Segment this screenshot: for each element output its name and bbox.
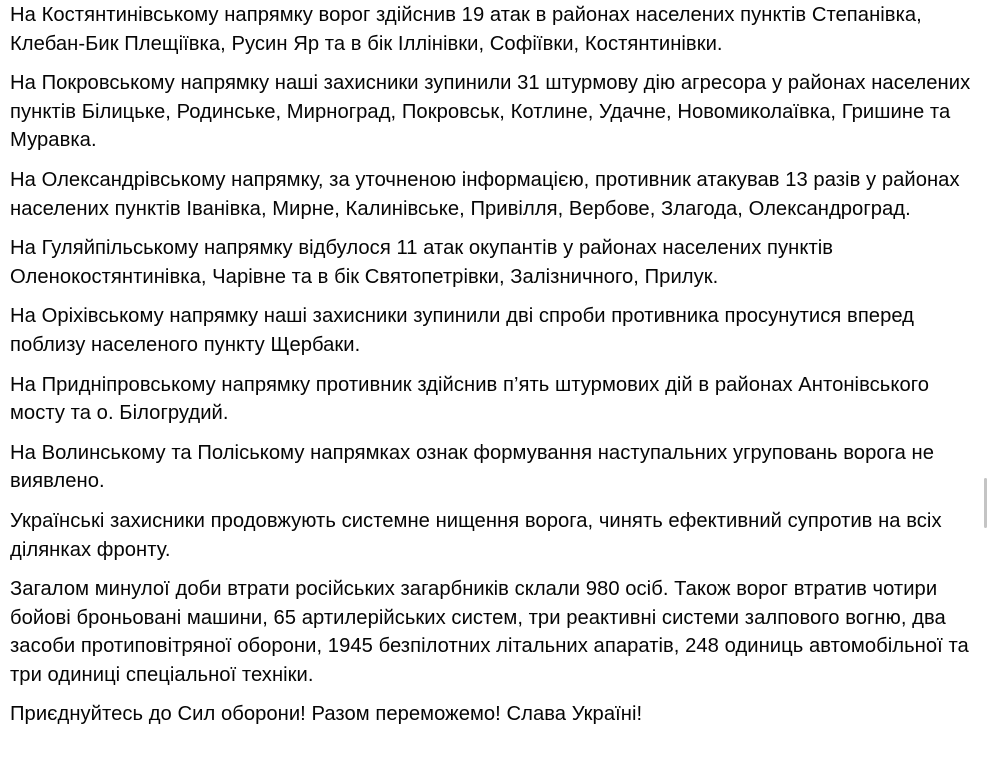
post-paragraph: Загалом минулої доби втрати російських загарбників склали 980 осіб. Також ворог втратив чотири бойові броньовані машини, 65 артилерійських систем, три реактивні системи залпового вогню, два засоби протиповітряної оборони, 1945 безпілотних літальних апаратів, 248 одиниць автомобільної та три одиниці спеціальної техніки. [10, 578, 969, 686]
post-paragraph: На Волинському та Поліському напрямках ознак формування наступальних угруповань ворога не виявлено. [10, 441, 935, 493]
post-paragraph: На Гуляйпільському напрямку відбулося 11 атак окупантів у районах населених пунктів Оленокостянтинівка, Чарівне та в бік Святопетрівки, Залізничного, Прилук. [10, 237, 834, 288]
post-paragraph: Українські захисники продовжують системне нищення ворога, чинять ефективний супротив на всіх ділянках фронту. [10, 509, 942, 561]
post-text [10, 1, 982, 740]
post-paragraph: На Покровському напрямку наші захисники зупинили 31 штурмову дію агресора у районах населених пунктів Білицьке, Родинське, Мирноград, Покровськ, Котлине, Удачне, Новомиколаївка, Гришине та Муравка. [10, 72, 971, 152]
post-paragraph: Приєднуйтесь до Сил оборони! Разом переможемо! Слава Україні! [10, 703, 643, 726]
post-paragraph: На Оріхівському напрямку наші захисники зупинили дві спроби противника просунутися вперед поблизу населеного пункту Щербаки. [10, 305, 915, 356]
post-paragraph: На Придніпровському напрямку противник здійснив п’ять штурмових дій в районах Антонівського мосту та о. Білогрудий. [10, 373, 929, 425]
post-paragraph: На Костянтинівському напрямку ворог здійснив 19 атак в районах населених пунктів Степанівка, Клебан-Бик Плещіївка, Русин Яр та в бік Іллінівки, Софіївки, Костянтинівки. [10, 4, 922, 55]
post-paragraph: На Олександрівському напрямку, за уточненою інформацією, противник атакував 13 разів у районах населених пунктів Іванівка, Мирне, Калинівське, Привілля, Вербове, Злагода, Олександроград. [10, 168, 960, 220]
